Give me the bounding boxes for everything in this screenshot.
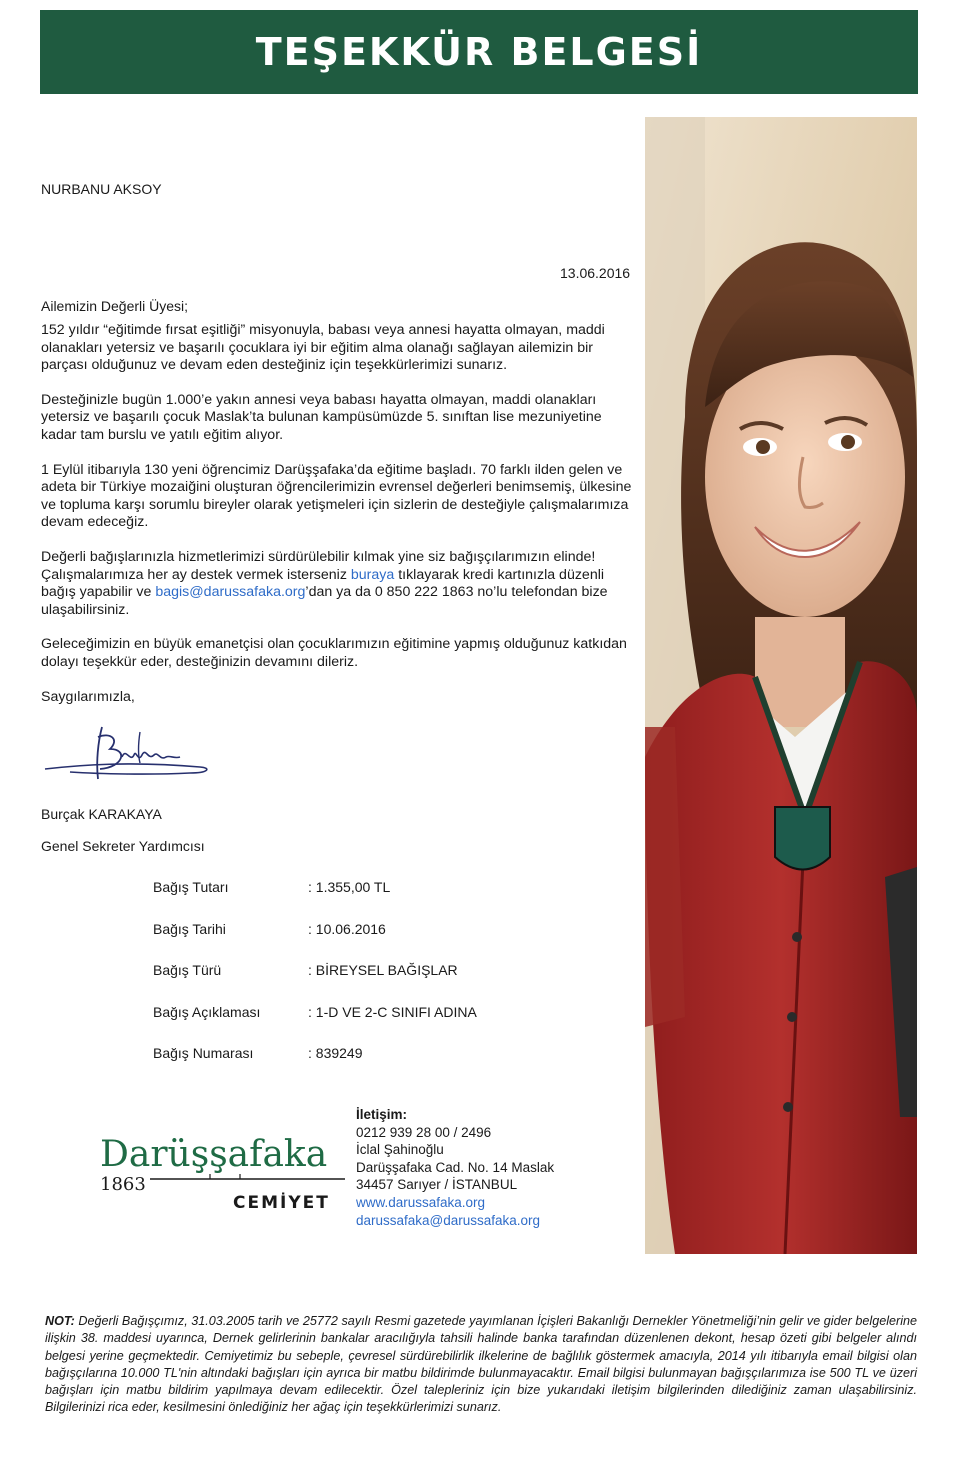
- contact-block: [356, 1106, 554, 1229]
- letter-paragraph: 1 Eylül itibarıyla 130 yeni öğrencimiz Darüşşafaka’da eğitime başladı. 70 farklı ilden gelen ve adeta bir Türkiye mozaiğini oluşturan öğrencilerimizin evrensel değerleri benimsemiş, ülkesine ve topluma karşı sorumlu bireyler olarak yetişmeleri için sizlerin de desteğiyle çalışmalarımıza devam edeceğiz.: [41, 461, 632, 531]
- detail-value: : 1-D VE 2-C SINIFI ADINA: [308, 1004, 477, 1020]
- letter-paragraph: 152 yıldır “eğitimde fırsat eşitliği” misyonuyla, babası veya annesi hayatta olmayan, maddi olanakları yetersiz ve başarılı çocuklara iyi bir eğitim alma olanağı sağlayan ailemizin bir parçası olduğunuz ve devam eden desteğiniz için teşekkürlerimizi sunarız.: [41, 322, 605, 374]
- monthly-donation-link[interactable]: buraya: [350, 566, 395, 583]
- contact-email-link[interactable]: darussafaka@darussafaka.org: [356, 1212, 541, 1228]
- student-photo: [645, 117, 917, 1254]
- detail-value: : 10.06.2016: [308, 921, 386, 937]
- contact-address-line2: 34457 Sarıyer / İSTANBUL: [356, 1177, 518, 1193]
- donation-text-2: tıklayarak kredi kartınızla düzenli bağış yapabilir ve: [41, 566, 605, 601]
- darussafaka-logo: [100, 1132, 350, 1212]
- signature: [40, 717, 220, 792]
- detail-label: Bağış Numarası: [153, 1045, 254, 1061]
- logo-mark: [100, 1132, 350, 1212]
- signer-name: Burçak KARAKAYA: [41, 806, 162, 822]
- contact-person: İclal Şahinoğlu: [356, 1142, 444, 1158]
- detail-label: Bağış Tarihi: [153, 921, 226, 937]
- detail-label: Bağış Açıklaması: [153, 1004, 261, 1020]
- detail-label: Bağış Tutarı: [153, 879, 229, 895]
- donation-text-1: Değerli bağışlarınızla hizmetlerimizi sürdürülebilir kılmak yine siz bağışçılarımızın elinde! Çalışmalarımıza her ay destek vermek isterseniz: [41, 548, 596, 583]
- title-banner: [40, 10, 918, 94]
- donation-text-3: ’dan ya da 0 850 222 1863 no’lu telefondan bize ulaşabilirsiniz.: [41, 584, 608, 618]
- logo-year: 1863: [100, 1174, 146, 1195]
- legal-note: [45, 1313, 917, 1417]
- closing-paragraph: Geleceğimizin en büyük emanetçisi olan çocuklarımızın eğitimine yapmış olduğunuz katkıdan dolayı teşekkür eder, desteğinizin devamını dileriz.: [41, 636, 627, 670]
- donation-paragraph: [41, 549, 641, 619]
- letter-body: [41, 322, 641, 723]
- donation-email-link[interactable]: bagis@darussafaka.org: [155, 584, 306, 601]
- logo-name: Darüşşafaka: [100, 1134, 328, 1175]
- contact-address-line1: Darüşşafaka Cad. No. 14 Maslak: [356, 1159, 555, 1175]
- greeting: Ailemizin Değerli Üyesi;: [41, 298, 189, 314]
- detail-value: : 1.355,00 TL: [308, 879, 391, 895]
- note-text: Değerli Bağışçımız, 31.03.2005 tarih ve 25772 sayılı Resmi gazetede yayımlanan İçişleri Bakanlığı Dernekler Yönetmeliği’nin gelir ve gider belgelerine ilişkin 38. maddesi uyarınca, Dernek gelirlerinin bankalar aracılığıyla tahsili halinde banka tarafından düzenlenen dekont, hesap özeti gibi belgeler alındı belgesi yerine geçmektedir. Cemiyetimiz bu sebeple, çevresel sürdürebilirlik ilkelerine de bağlılık göstermek amacıyla, 2014 yılı itibarıyla email bilgisi olan bağışçılarına 10.000 TL'nin altındaki bağışları için ayrıca bir matbu bildirimde bulunmayacaktır. Email bilgisi bulunmayan bağışçılarımıza ise 500 TL ve üzeri bağışları için matbu bildirim yapılmaya devam edilecektir. Özel talepleriniz için bize yukarıdaki iletişim bilgilerinden dilediğiniz zaman ulaşabilirsiniz. Bilgilerinizi rica eder, kesilmesini önlediğiniz her ağaç için teşekkürlerimizi sunarız.: [45, 1314, 917, 1415]
- logo-sub: CEMİYET: [233, 1193, 330, 1212]
- signature-image: [40, 717, 220, 787]
- detail-value: : BİREYSEL BAĞIŞLAR: [308, 962, 458, 978]
- contact-website-link[interactable]: www.darussafaka.org: [356, 1194, 486, 1210]
- detail-label: Bağış Türü: [153, 962, 222, 978]
- letter-paragraph: Desteğinizle bugün 1.000’e yakın annesi veya babası hayatta olmayan, maddi olanakları yetersiz ve başarılı çocuk Maslak’ta bulunan kampüsümüzde 5. sınıftan lise mezuniyetine kadar tam burslu ve yatılı eğitim alıyor.: [41, 391, 602, 443]
- detail-value: : 839249: [308, 1045, 363, 1061]
- contact-title: İletişim:: [356, 1107, 408, 1122]
- contact-phone: 0212 939 28 00 / 2496: [356, 1124, 492, 1140]
- student-illustration: [645, 117, 917, 1254]
- letter-date: 13.06.2016: [560, 265, 631, 281]
- signer-title: Genel Sekreter Yardımcısı: [41, 838, 205, 854]
- regards: Saygılarımızla,: [41, 688, 135, 705]
- page-title: TEŞEKKÜR BELGESİ: [255, 30, 703, 74]
- recipient-name: NURBANU AKSOY: [41, 181, 162, 197]
- note-label: NOT:: [45, 1314, 75, 1328]
